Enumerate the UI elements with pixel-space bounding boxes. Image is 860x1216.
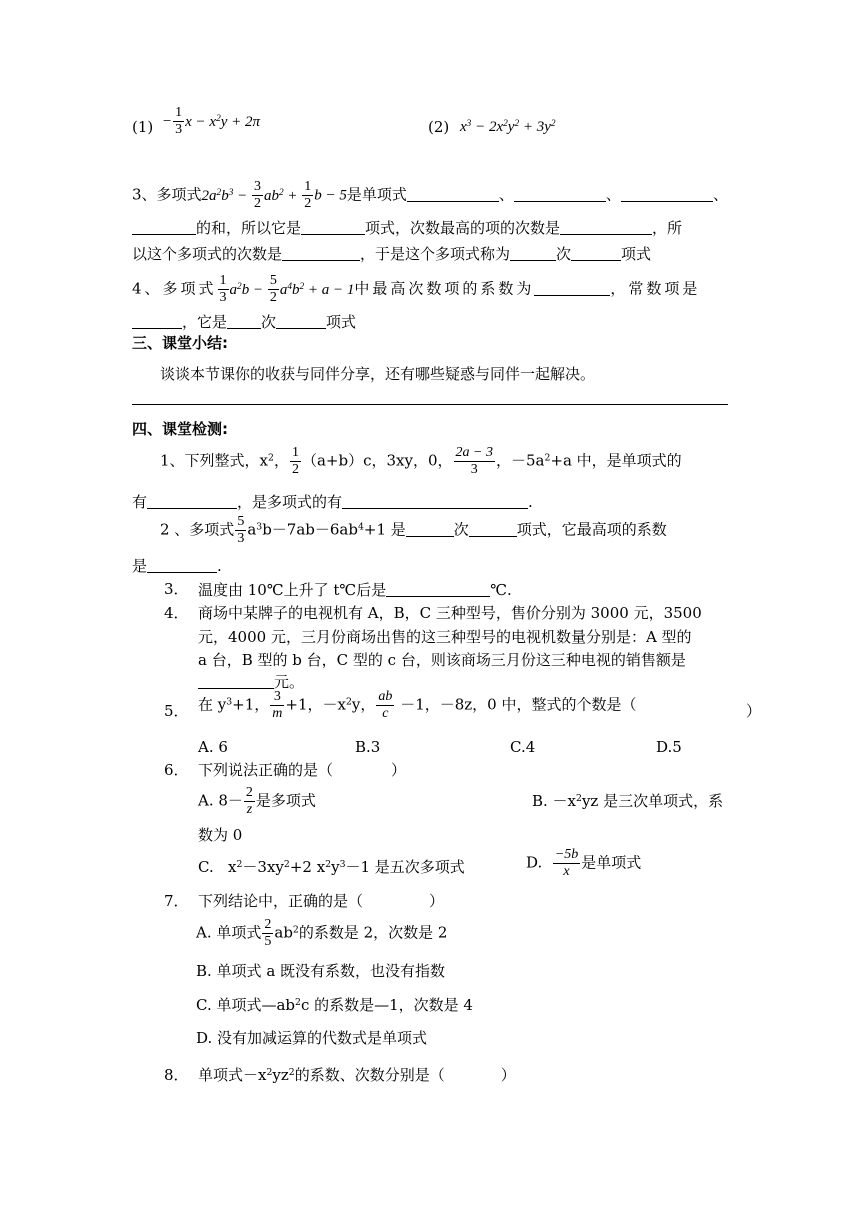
blank[interactable]	[132, 314, 182, 329]
blank[interactable]	[514, 187, 606, 202]
item3-text: 温度由 10℃上升了 t℃后是 ℃.	[198, 581, 512, 599]
q-top-1-label: (1)	[132, 118, 154, 136]
item5-num: 5．	[164, 702, 189, 720]
blank[interactable]	[227, 314, 261, 329]
item6-option-a[interactable]: A. 8－ $\frac{2}{z}$ 是多项式	[198, 785, 316, 817]
item1-line1: 1、下列整式，$x^2$， $\frac{1}{2}$ （a+b）c，3xy，0， $\frac{2a - 3}{3}$ ，$-5a^2+a$ 中，是单项式的	[160, 445, 682, 477]
blank[interactable]	[406, 522, 454, 537]
item8-text: 单项式$-x^2yz^2$的系数、次数分别是（ ）	[198, 1066, 516, 1084]
item6-option-b[interactable]: B. $-x^2yz$ 是三次单项式，系	[532, 792, 724, 810]
blank[interactable]	[147, 494, 237, 509]
blank[interactable]	[510, 246, 556, 261]
blank[interactable]	[132, 220, 196, 235]
section4-heading: 四、课堂检测:	[132, 420, 228, 438]
q4-line1: 4、多项式 $\frac{1}{3}$ $a^2b$ − $\frac{5}{2}$ $a^4b^2 + a - 1$中最高次数项的系数为 ，常数项是	[132, 273, 701, 305]
q4-line2: ，它是 次 项式	[132, 314, 356, 330]
item2-line2: 是 .	[132, 557, 222, 575]
item4-num: 4．	[164, 604, 189, 622]
blank[interactable]	[198, 674, 274, 689]
item5-option-b[interactable]: B.3	[355, 738, 381, 756]
blank[interactable]	[282, 246, 360, 261]
item5-option-a[interactable]: A. 6	[198, 738, 228, 756]
blank[interactable]	[301, 220, 365, 235]
section3-body: 谈谈本节课你的收获与同伴分享，还有哪些疑惑与同伴一起解决。	[160, 365, 596, 383]
item5-option-d[interactable]: D.5	[656, 738, 682, 756]
blank[interactable]	[147, 558, 217, 573]
q3-line3: 以这个多项式的次数是 ，于是这个多项式称为 次 项式	[132, 245, 652, 263]
item4-line2: 元，4000 元，三月份商场出售的这三种型号的电视机数量分别是：A 型的	[198, 628, 692, 646]
item6-option-d[interactable]: D. $\frac{-5b}{x}$ 是单项式	[526, 847, 642, 879]
item7-option-b[interactable]: B. 单项式 a 既没有系数，也没有指数	[196, 962, 446, 980]
item3-num: 3．	[164, 580, 189, 598]
item7-option-d[interactable]: D. 没有加减运算的代数式是单项式	[196, 1029, 428, 1047]
divider	[132, 404, 728, 405]
blank[interactable]	[469, 522, 517, 537]
item4-line1: 商场中某牌子的电视机有 A，B，C 三种型号，售价分别为 3000 元，3500	[198, 604, 702, 622]
item4-line4: 元。	[198, 674, 304, 690]
item5-text: 在 $y^3+1$， $\frac{3}{m}$ +1，$-x^2y$， $\frac{ab}{c}$ －1，－8z，0 中，整式的个数是（	[198, 689, 637, 721]
section3-heading: 三、课堂小结:	[132, 334, 228, 352]
blank[interactable]	[386, 582, 490, 597]
q-top-2-expr: $x^3 - 2x^2y^2 + 3y^2$	[460, 118, 556, 135]
blank[interactable]	[621, 187, 713, 202]
blank[interactable]	[276, 314, 326, 329]
item6-option-b-cont: 数为 0	[198, 826, 243, 844]
item6-num: 6．	[164, 761, 189, 779]
item7-option-a[interactable]: A. 单项式 $\frac{2}{5}$ $ab^2$的系数是 2，次数是 2	[196, 917, 448, 949]
blank[interactable]	[571, 246, 621, 261]
blank[interactable]	[560, 220, 652, 235]
q3-line1: 3、多项式$2a^2b^3$ − $\frac{3}{2}$ $ab^2$ + $\frac{1}{2}$ b − 5是单项式 、 、 、	[132, 179, 728, 211]
blank[interactable]	[342, 494, 528, 509]
blank[interactable]	[534, 281, 610, 296]
item6-option-c[interactable]: C. $x^2-3xy^2+2$ $x^2y^3-1$ 是五次多项式	[198, 858, 465, 876]
q3-line2: 的和，所以它是 项式，次数最高的项的次数是 ，所	[132, 220, 682, 236]
item6-text: 下列说法正确的是（ ）	[198, 761, 407, 779]
item5-option-c[interactable]: C.4	[510, 738, 536, 756]
item2-line1: 2 、多项式 $\frac{5}{3}$ $a^3b-7ab-6ab^4+1$ 是 次 项式，它最高项的系数	[160, 514, 667, 546]
item4-line3: a 台，B 型的 b 台，C 型的 c 台，则该商场三月份这三种电视的销售额是	[198, 651, 686, 669]
item8-num: 8．	[164, 1066, 189, 1084]
item1-line2: 有 ，是多项式的有 .	[132, 493, 533, 511]
item7-num: 7．	[164, 892, 189, 910]
item7-text: 下列结论中，正确的是（ ）	[198, 892, 445, 910]
item7-option-c[interactable]: C. 单项式$—ab^2c$ 的系数是—1，次数是 4	[196, 996, 473, 1014]
item5-close: ）	[746, 702, 762, 720]
q-top-2-label: (2)	[428, 118, 450, 136]
blank[interactable]	[407, 187, 499, 202]
q3-prefix: 3、多项式	[132, 185, 202, 204]
q-top-1-expr: − $\frac{1}{3}$ $x - x^2y + 2\pi$	[162, 105, 261, 137]
